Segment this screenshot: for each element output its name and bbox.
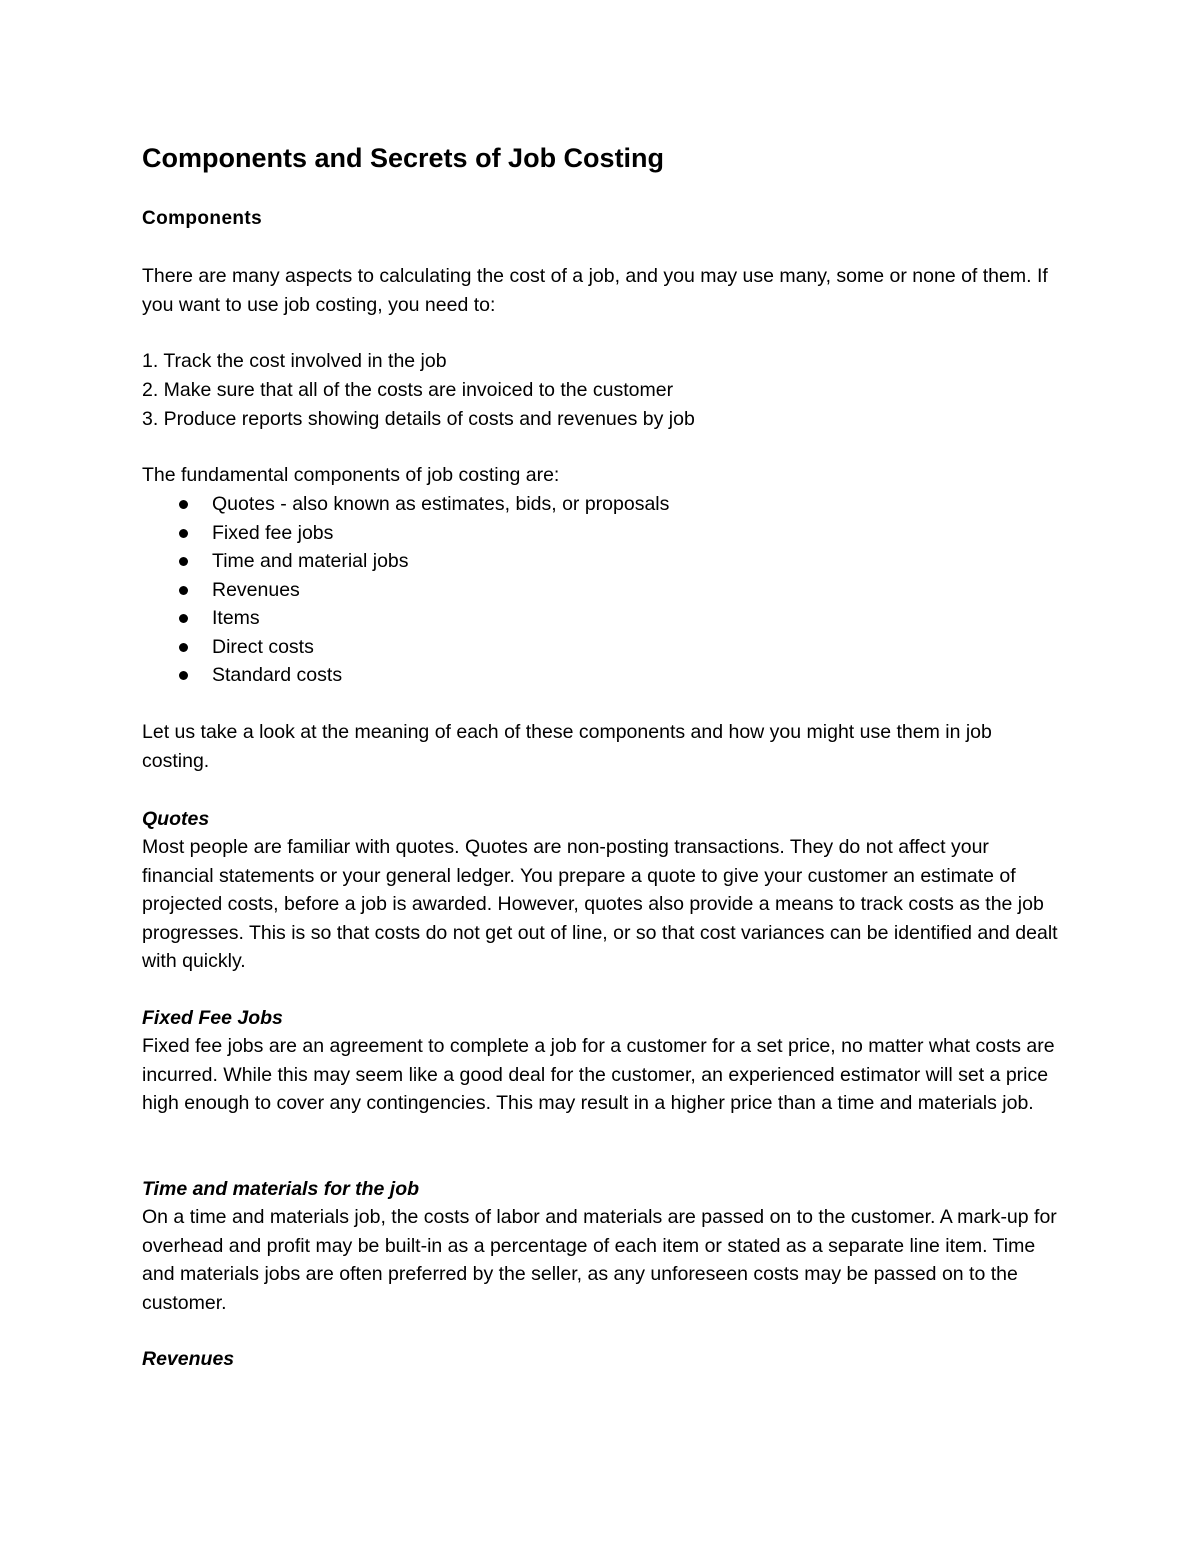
list-item: 1. Track the cost involved in the job (142, 350, 447, 372)
intro-paragraph: There are many aspects to calculating the cost of a job, and you may use many, some or none of them. If you want to use job costing, you need to: (142, 265, 1048, 316)
fixed-fee-paragraph: Fixed fee jobs are an agreement to complete a job for a customer for a set price, no matter what costs are incurred. While this may seem like a good deal for the customer, an experienced estimator will set a price high enough to cover any contingencies. This may result in a higher price than a time and materials job. (142, 1035, 1055, 1114)
list-item (142, 547, 669, 576)
bullet-icon (179, 529, 188, 538)
bullet-icon (179, 671, 188, 680)
components-heading: Components (142, 208, 263, 229)
overview-paragraph: Let us take a look at the meaning of each of these components and how you might use them in job costing. (142, 721, 992, 772)
bullet-icon (179, 643, 188, 652)
time-materials-heading: Time and materials for the job (142, 1178, 420, 1200)
list-item: 2. Make sure that all of the costs are invoiced to the customer (142, 379, 674, 401)
list-item-text: Items (212, 607, 260, 629)
list-item (142, 519, 669, 548)
bullet-icon (179, 557, 188, 566)
fundamentals-list (142, 490, 669, 690)
list-item-text: Time and material jobs (212, 550, 409, 572)
list-item-text: Direct costs (212, 635, 314, 658)
list-item: 3. Produce reports showing details of costs and revenues by job (142, 408, 695, 430)
revenues-heading: Revenues (142, 1348, 235, 1370)
list-item (142, 633, 669, 662)
page-title: Components and Secrets of Job Costing (142, 143, 665, 173)
list-item-text: Standard costs (212, 664, 343, 686)
quotes-heading: Quotes (142, 808, 210, 830)
list-item (142, 490, 669, 519)
quotes-paragraph: Most people are familiar with quotes. Quotes are non-posting transactions. They do not affect your financial statements or your general ledger. You prepare a quote to give your customer an estimate of projected costs, before a job is awarded. However, quotes also provide a means to track costs as the job progresses. This is so that costs do not get out of line, or so that cost variances can be identified and dealt with quickly. (142, 836, 1058, 972)
steps-list (142, 347, 695, 434)
bullet-icon (179, 614, 188, 623)
fundamentals-lead: The fundamental components of job costing are: (142, 464, 560, 486)
list-item (142, 576, 669, 605)
bullet-icon (179, 500, 188, 509)
time-materials-paragraph: On a time and materials job, the costs of labor and materials are passed on to the customer. A mark-up for overhead and profit may be built-in as a percentage of each item or stated as a separate line item. Time and materials jobs are often preferred by the seller, as any unforeseen costs may be passed on to the customer. (142, 1206, 1057, 1314)
list-item-text: Revenues (212, 578, 300, 601)
list-item (142, 604, 669, 633)
list-item (142, 661, 669, 690)
fixed-fee-heading: Fixed Fee Jobs (142, 1007, 283, 1029)
bullet-icon (179, 586, 188, 595)
list-item-text: Quotes - also known as estimates, bids, or proposals (212, 493, 670, 515)
list-item-text: Fixed fee jobs (212, 521, 334, 544)
